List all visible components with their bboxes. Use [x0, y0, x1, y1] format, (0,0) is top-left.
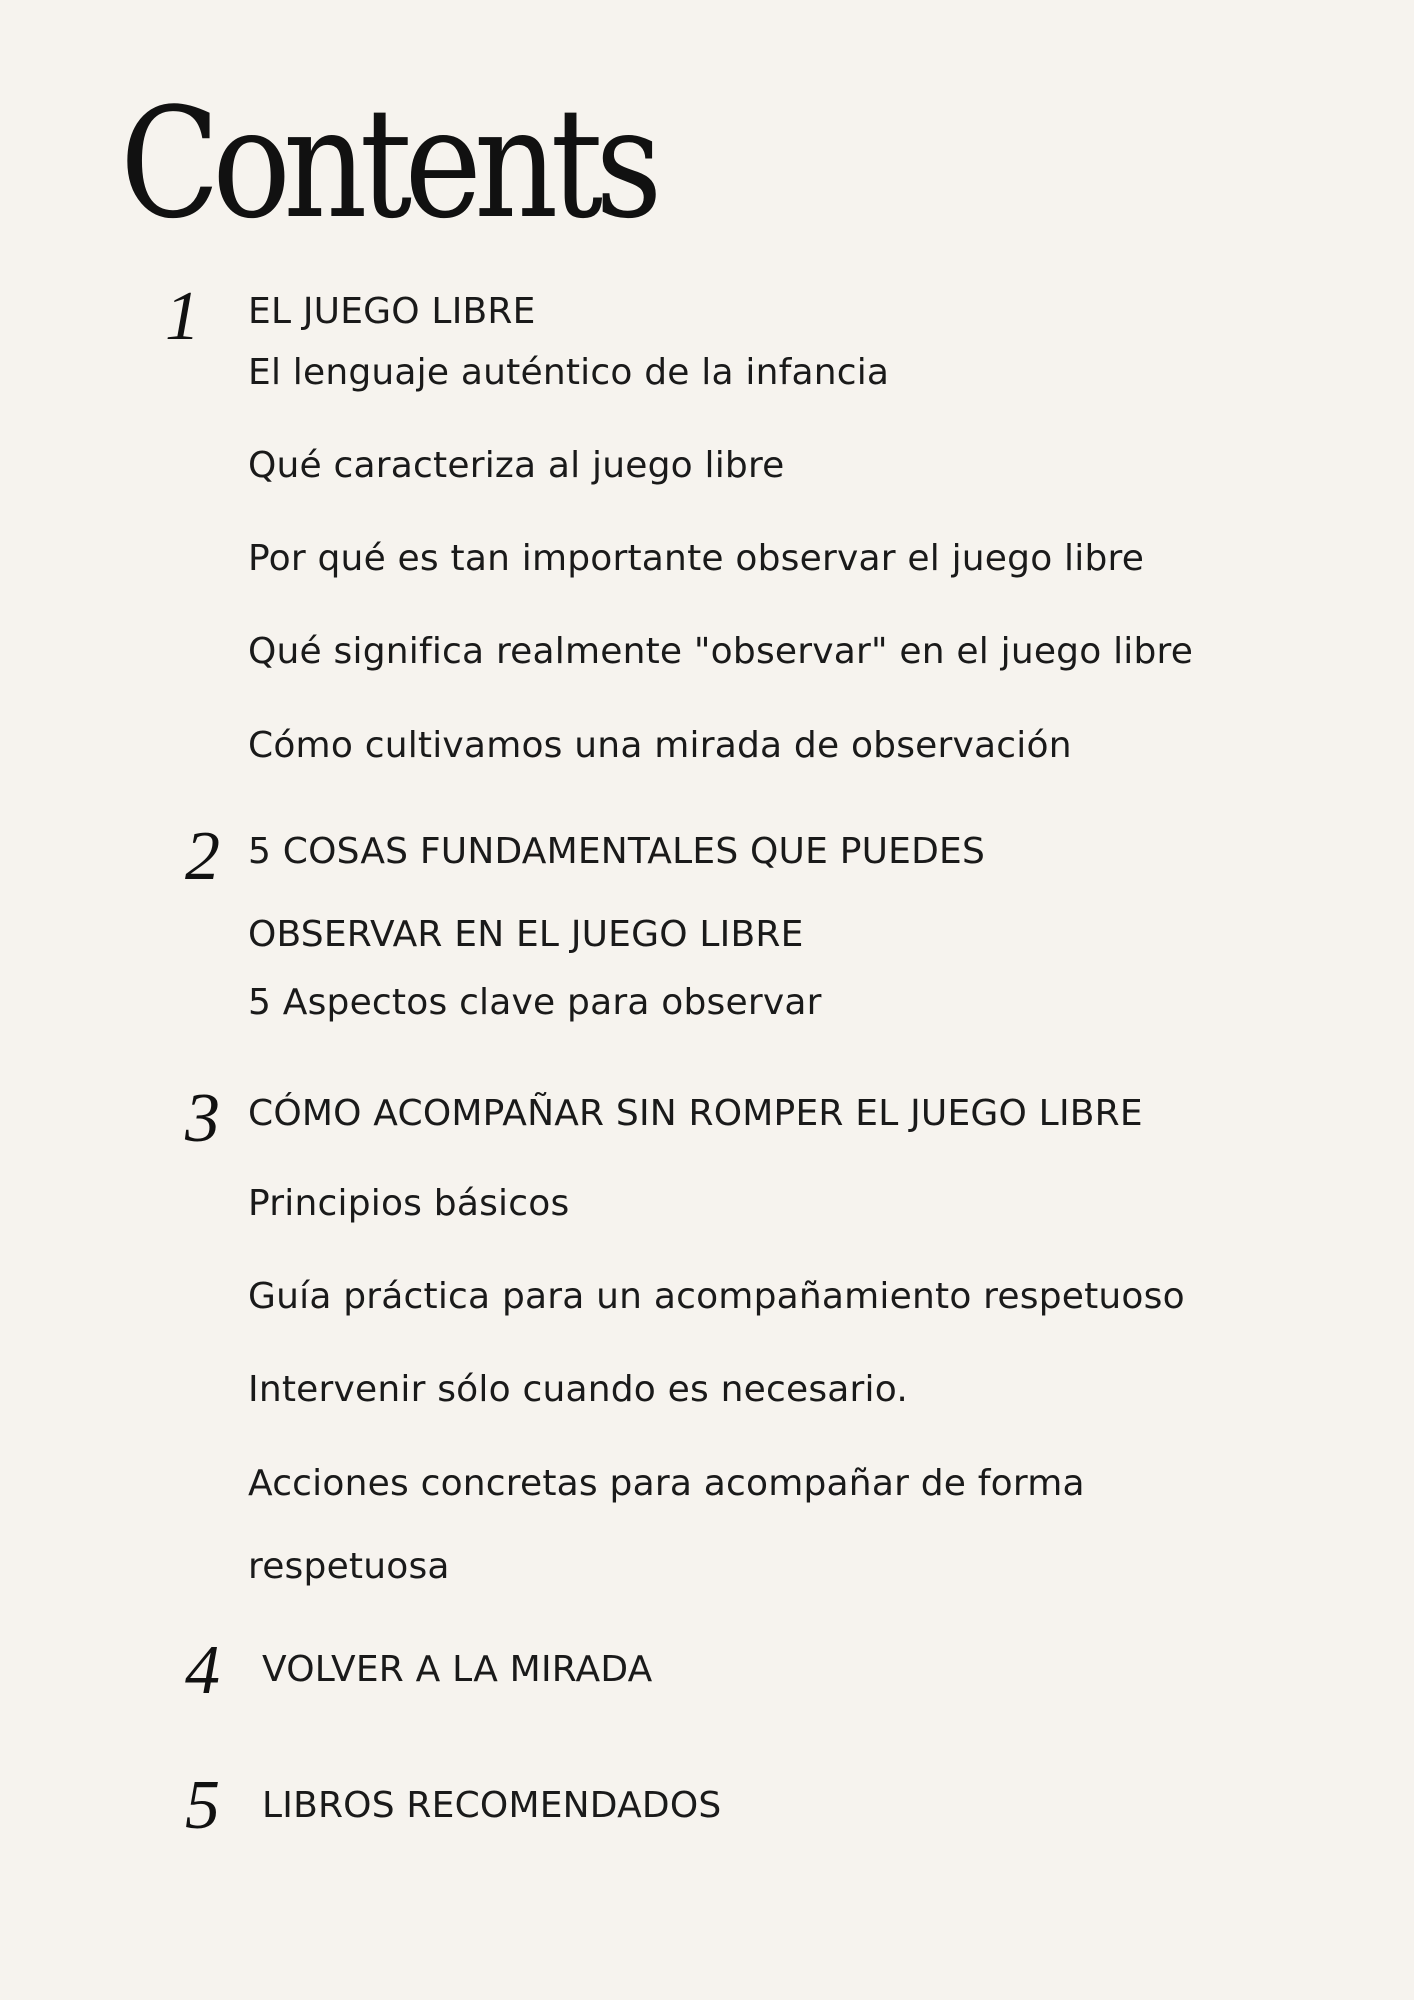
section-1-heading[interactable]: EL JUEGO LIBRE — [248, 291, 536, 332]
section-3-heading[interactable]: CÓMO ACOMPAÑAR SIN ROMPER EL JUEGO LIBRE — [248, 1093, 1143, 1134]
section-1-item-1[interactable]: El lenguaje auténtico de la infancia — [248, 352, 890, 393]
section-5-heading[interactable]: LIBROS RECOMENDADOS — [262, 1785, 722, 1826]
section-1-item-2[interactable]: Qué caracteriza al juego libre — [248, 445, 785, 486]
section-1-item-4[interactable]: Qué significa realmente "observar" en el juego libre — [248, 631, 1194, 672]
section-2-number: 2 — [185, 818, 220, 895]
page-title: Contents — [120, 75, 655, 252]
section-4-heading[interactable]: VOLVER A LA MIRADA — [262, 1649, 653, 1690]
section-3-item-4[interactable]: Acciones concretas para acompañar de forma — [248, 1463, 1085, 1504]
section-4-number: 4 — [185, 1632, 220, 1709]
section-3-item-1[interactable]: Principios básicos — [248, 1183, 570, 1224]
section-1-number: 1 — [165, 278, 200, 355]
section-2-heading-line-2[interactable]: OBSERVAR EN EL JUEGO LIBRE — [248, 914, 804, 955]
section-3-item-3[interactable]: Intervenir sólo cuando es necesario. — [248, 1369, 908, 1410]
section-1-item-5[interactable]: Cómo cultivamos una mirada de observación — [248, 725, 1072, 766]
section-1-item-3[interactable]: Por qué es tan importante observar el juego libre — [248, 538, 1145, 579]
section-5-number: 5 — [185, 1767, 220, 1844]
section-3-number: 3 — [185, 1080, 220, 1157]
section-2-item-1[interactable]: 5 Aspectos clave para observar — [248, 982, 822, 1023]
section-2-heading-line-1[interactable]: 5 COSAS FUNDAMENTALES QUE PUEDES — [248, 831, 986, 872]
section-3-item-2[interactable]: Guía práctica para un acompañamiento respetuoso — [248, 1276, 1185, 1317]
section-3-item-5[interactable]: respetuosa — [248, 1546, 450, 1587]
